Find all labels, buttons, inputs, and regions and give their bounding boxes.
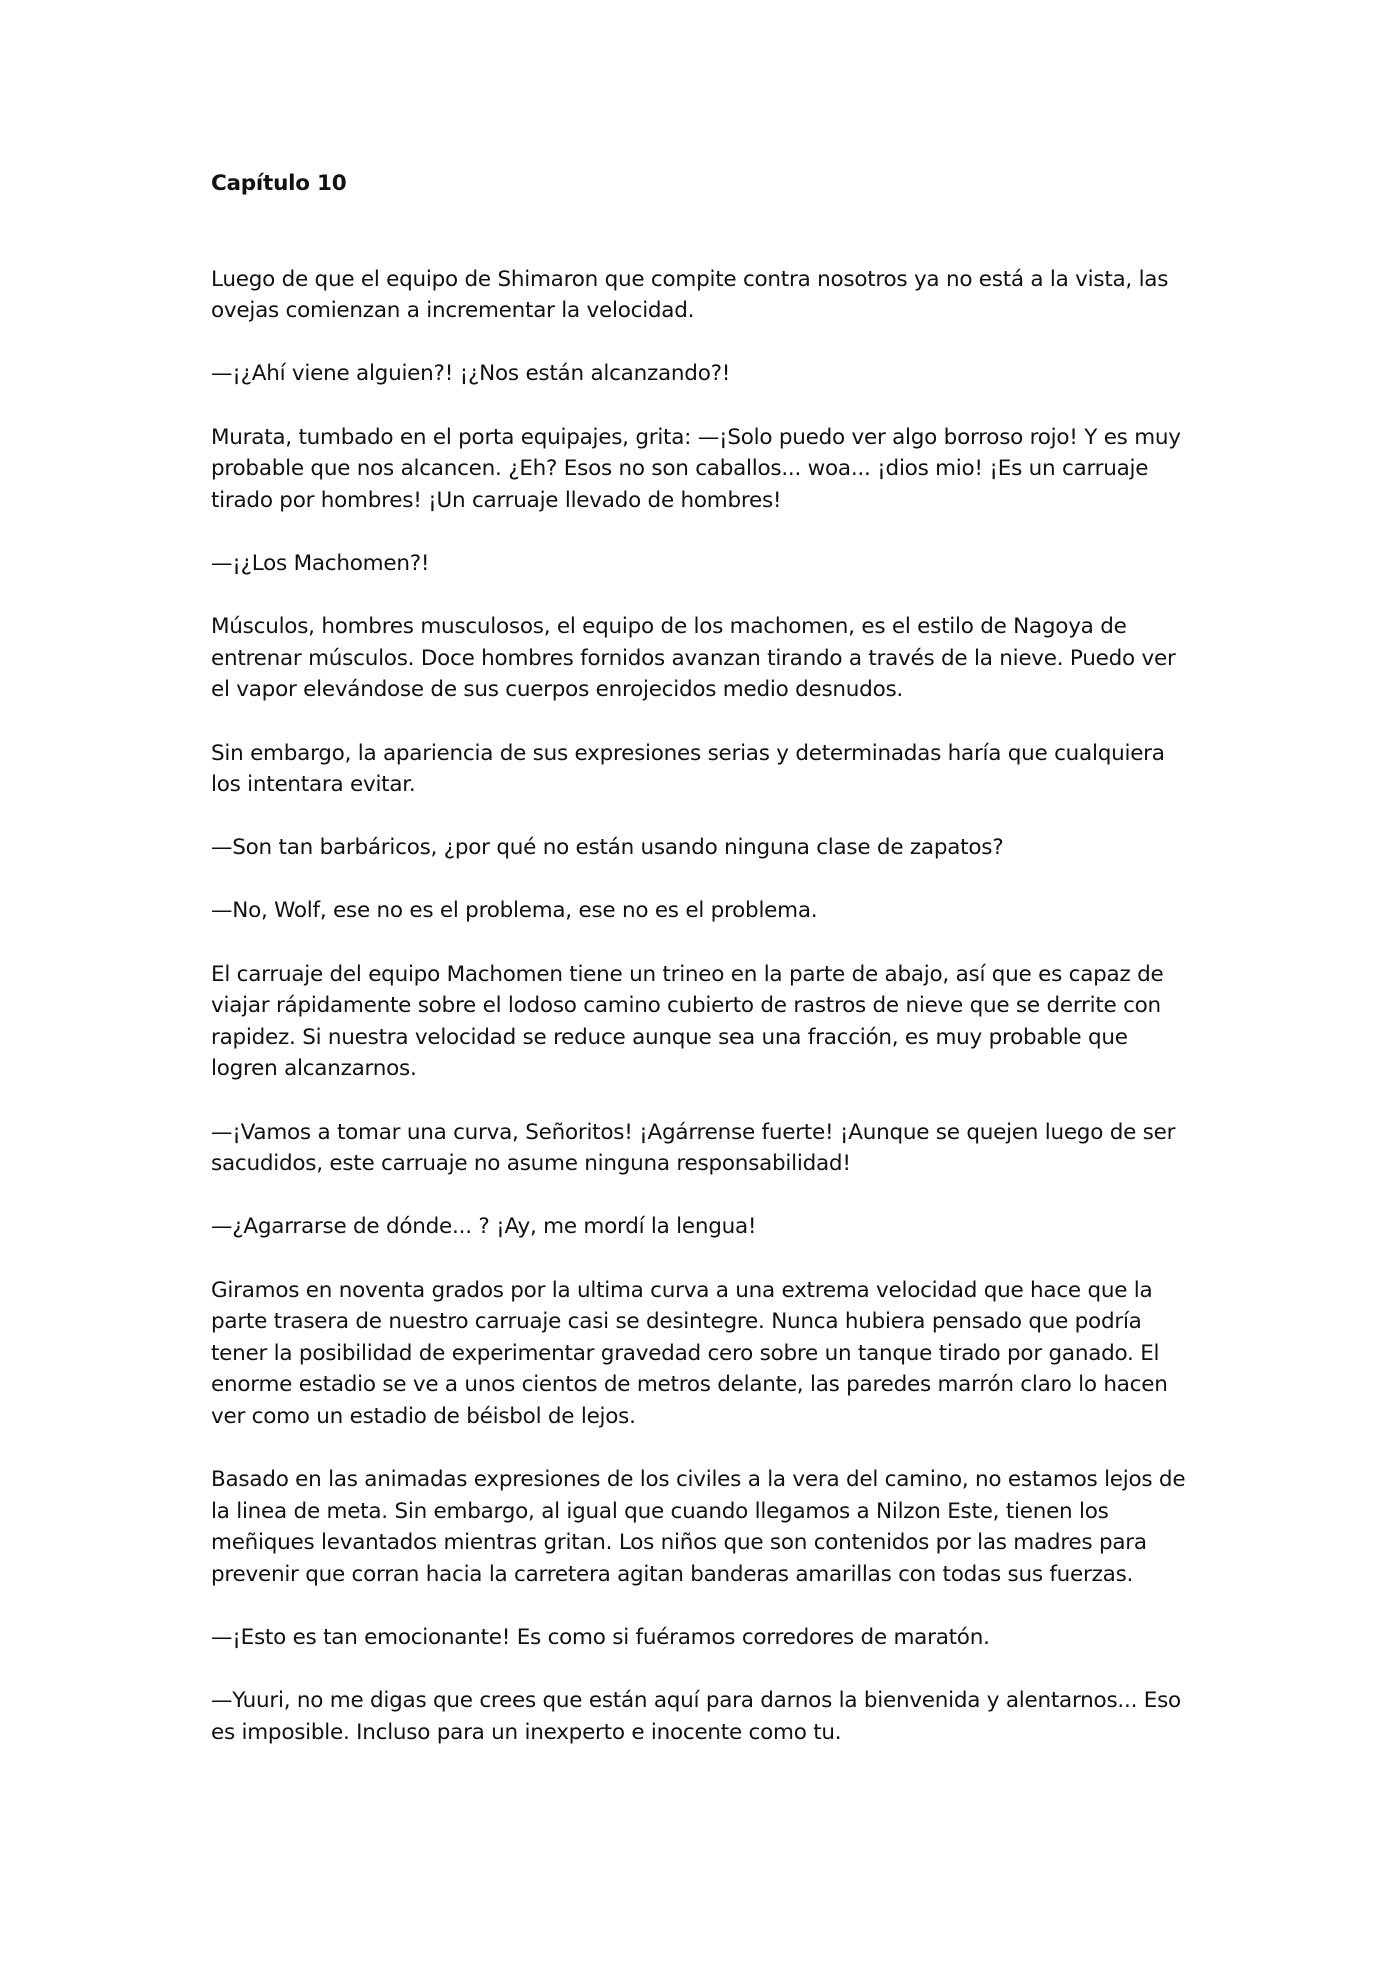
paragraph-14: —¡Esto es tan emocionante! Es como si fuéramos corredores de maratón. (211, 1625, 990, 1651)
paragraph-2: —¡¿Ahí viene alguien?! ¡¿Nos están alcanzando?! (211, 361, 731, 387)
chapter-title: Capítulo 10 (211, 171, 347, 196)
paragraph-6: Sin embargo, la apariencia de sus expresiones serias y determinadas haría que cualquiera los intentara evitar. (211, 740, 1165, 798)
paragraph-8: —No, Wolf, ese no es el problema, ese no es el problema. (211, 898, 818, 924)
paragraph-12: Giramos en noventa grados por la ultima curva a una extrema velocidad que hace que la parte trasera de nuestro carruaje casi se desintegre. Nunca hubiera pensado que podría tener la posibilidad de experimentar gravedad cero sobre un tanque tirado por ganado. El enorme estadio se ve a unos cientos de metros delante, las paredes marrón claro lo hacen ver como un estadio de béisbol de lejos. (211, 1277, 1168, 1429)
paragraph-3: Murata, tumbado en el porta equipajes, grita: —¡Solo puedo ver algo borroso rojo! Y es muy probable que nos alcancen. ¿Eh? Esos no son caballos... woa... ¡dios mio! ¡Es un carruaje tirado por hombres! ¡Un carruaje llevado de hombres! (211, 424, 1181, 513)
paragraph-9: El carruaje del equipo Machomen tiene un trineo en la parte de abajo, así que es capaz de viajar rápidamente sobre el lodoso camino cubierto de rastros de nieve que se derrite con rapidez. Si nuestra velocidad se reduce aunque sea una fracción, es muy probable que logren alcanzarnos. (211, 961, 1164, 1082)
paragraph-1: Luego de que el equipo de Shimaron que compite contra nosotros ya no está a la vista, las ovejas comienzan a incrementar la velocidad. (211, 266, 1169, 324)
document-page (211, 168, 1196, 1780)
paragraph-4: —¡¿Los Machomen?! (211, 550, 430, 576)
paragraph-10: —¡Vamos a tomar una curva, Señoritos! ¡Agárrense fuerte! ¡Aunque se quejen luego de ser sacudidos, este carruaje no asume ninguna responsabilidad! (211, 1119, 1176, 1177)
paragraph-7: —Son tan barbáricos, ¿por qué no están usando ninguna clase de zapatos? (211, 835, 1004, 861)
paragraph-15: —Yuuri, no me digas que crees que están aquí para darnos la bienvenida y alentarnos... Eso es imposible. Incluso para un inexperto e inocente como tu. (211, 1688, 1181, 1745)
paragraph-5: Músculos, hombres musculosos, el equipo de los machomen, es el estilo de Nagoya de entrenar músculos. Doce hombres fornidos avanzan tirando a través de la nieve. Puedo ver el vapor elevándose de sus cuerpos enrojecidos medio desnudos. (211, 614, 1176, 703)
paragraph-11: —¿Agarrarse de dónde... ? ¡Ay, me mordí la lengua! (211, 1214, 757, 1240)
paragraph-13: Basado en las animadas expresiones de los civiles a la vera del camino, no estamos lejos de la linea de meta. Sin embargo, al igual que cuando llegamos a Nilzon Este, tienen los meñiques levantados mientras gritan. Los niños que son contenidos por las madres para prevenir que corran hacia la carretera agitan banderas amarillas con todas sus fuerzas. (211, 1467, 1186, 1587)
